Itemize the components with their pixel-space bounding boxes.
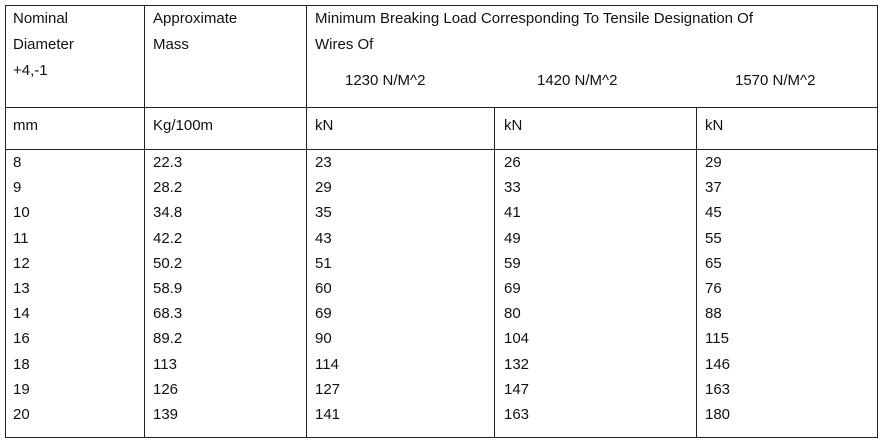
cell-mass: 139 <box>153 405 179 423</box>
cell-load-1570: 55 <box>705 229 722 247</box>
cell-diameter: 19 <box>13 380 30 398</box>
header-nominal-line-1: Nominal <box>13 10 69 27</box>
col-divider-3 <box>494 107 495 438</box>
table-border-bottom <box>5 437 878 438</box>
header-mbl-line-1: Minimum Breaking Load Corresponding To Tensile Designation Of <box>315 10 754 27</box>
cell-load-1420: 163 <box>504 405 530 423</box>
header-grade-1230: 1230 N/M^2 <box>345 72 426 89</box>
cell-load-1230: 51 <box>315 254 332 272</box>
cell-mass: 89.2 <box>153 330 183 348</box>
cell-diameter: 9 <box>13 179 22 197</box>
cell-load-1230: 127 <box>315 380 341 398</box>
cell-load-1420: 33 <box>504 179 521 197</box>
header-nominal-line-3: +4,-1 <box>13 62 48 79</box>
cell-load-1570: 65 <box>705 254 722 272</box>
cell-load-1230: 35 <box>315 204 332 222</box>
cell-load-1420: 132 <box>504 355 530 373</box>
unit-load-1230: kN <box>315 117 334 134</box>
header-mbl-line-2: Wires Of <box>315 36 374 53</box>
cell-load-1570: 163 <box>705 380 731 398</box>
cell-diameter: 10 <box>13 204 30 222</box>
col-divider-4 <box>696 107 697 438</box>
cell-load-1230: 114 <box>315 355 339 373</box>
cell-diameter: 12 <box>13 254 30 272</box>
cell-load-1420: 49 <box>504 229 521 247</box>
header-mass-line-1: Approximate <box>153 10 238 27</box>
column-mass <box>153 150 182 427</box>
cell-load-1420: 104 <box>504 330 530 348</box>
cell-load-1230: 90 <box>315 330 332 348</box>
cell-load-1230: 141 <box>315 405 341 423</box>
cell-mass: 126 <box>153 380 179 398</box>
cell-load-1420: 80 <box>504 305 521 323</box>
cell-load-1570: 180 <box>705 405 731 423</box>
cell-load-1570: 115 <box>705 330 729 348</box>
cell-load-1570: 76 <box>705 279 722 297</box>
unit-load-1420: kN <box>504 117 523 134</box>
cell-diameter: 13 <box>13 279 30 297</box>
cell-mass: 68.3 <box>153 305 183 323</box>
column-load-1420 <box>504 150 529 427</box>
header-mass-line-2: Mass <box>153 36 189 53</box>
cell-diameter: 20 <box>13 405 30 423</box>
cell-load-1570: 88 <box>705 305 722 323</box>
header-grade-1420: 1420 N/M^2 <box>537 72 618 89</box>
header-divider <box>5 107 878 108</box>
header-nominal-line-2: Diameter <box>13 36 74 53</box>
column-diameter <box>13 150 30 427</box>
cell-mass: 34.8 <box>153 204 183 222</box>
cell-diameter: 18 <box>13 355 30 373</box>
cell-diameter: 14 <box>13 305 30 323</box>
cell-diameter: 16 <box>13 330 30 348</box>
unit-load-1570: kN <box>705 117 724 134</box>
table-border-left <box>5 5 6 438</box>
cell-load-1570: 37 <box>705 179 722 197</box>
unit-diameter: mm <box>13 117 38 134</box>
cell-load-1230: 69 <box>315 305 332 323</box>
cell-load-1420: 69 <box>504 279 521 297</box>
cell-load-1420: 147 <box>504 380 530 398</box>
column-load-1230 <box>315 150 340 427</box>
unit-mass: Kg/100m <box>153 117 214 134</box>
column-load-1570 <box>705 150 730 427</box>
cell-load-1570: 45 <box>705 204 722 222</box>
cell-mass: 42.2 <box>153 229 183 247</box>
cell-load-1230: 60 <box>315 279 332 297</box>
cell-load-1420: 26 <box>504 154 521 171</box>
header-grade-1570: 1570 N/M^2 <box>735 72 816 89</box>
cell-mass: 22.3 <box>153 154 183 171</box>
cell-mass: 58.9 <box>153 279 183 297</box>
cell-load-1230: 43 <box>315 229 332 247</box>
table-border-right <box>877 5 878 438</box>
cell-load-1570: 146 <box>705 355 731 373</box>
cell-mass: 50.2 <box>153 254 183 272</box>
cell-load-1420: 41 <box>504 204 521 222</box>
cell-mass: 28.2 <box>153 179 183 197</box>
col-divider-2 <box>306 5 307 438</box>
cell-diameter: 11 <box>13 229 29 247</box>
cell-mass: 113 <box>153 355 177 373</box>
cell-load-1230: 23 <box>315 154 332 171</box>
cell-diameter: 8 <box>13 154 22 171</box>
col-divider-1 <box>144 5 145 438</box>
cell-load-1420: 59 <box>504 254 521 272</box>
units-divider <box>5 149 878 150</box>
cell-load-1230: 29 <box>315 179 332 197</box>
cell-load-1570: 29 <box>705 154 722 171</box>
